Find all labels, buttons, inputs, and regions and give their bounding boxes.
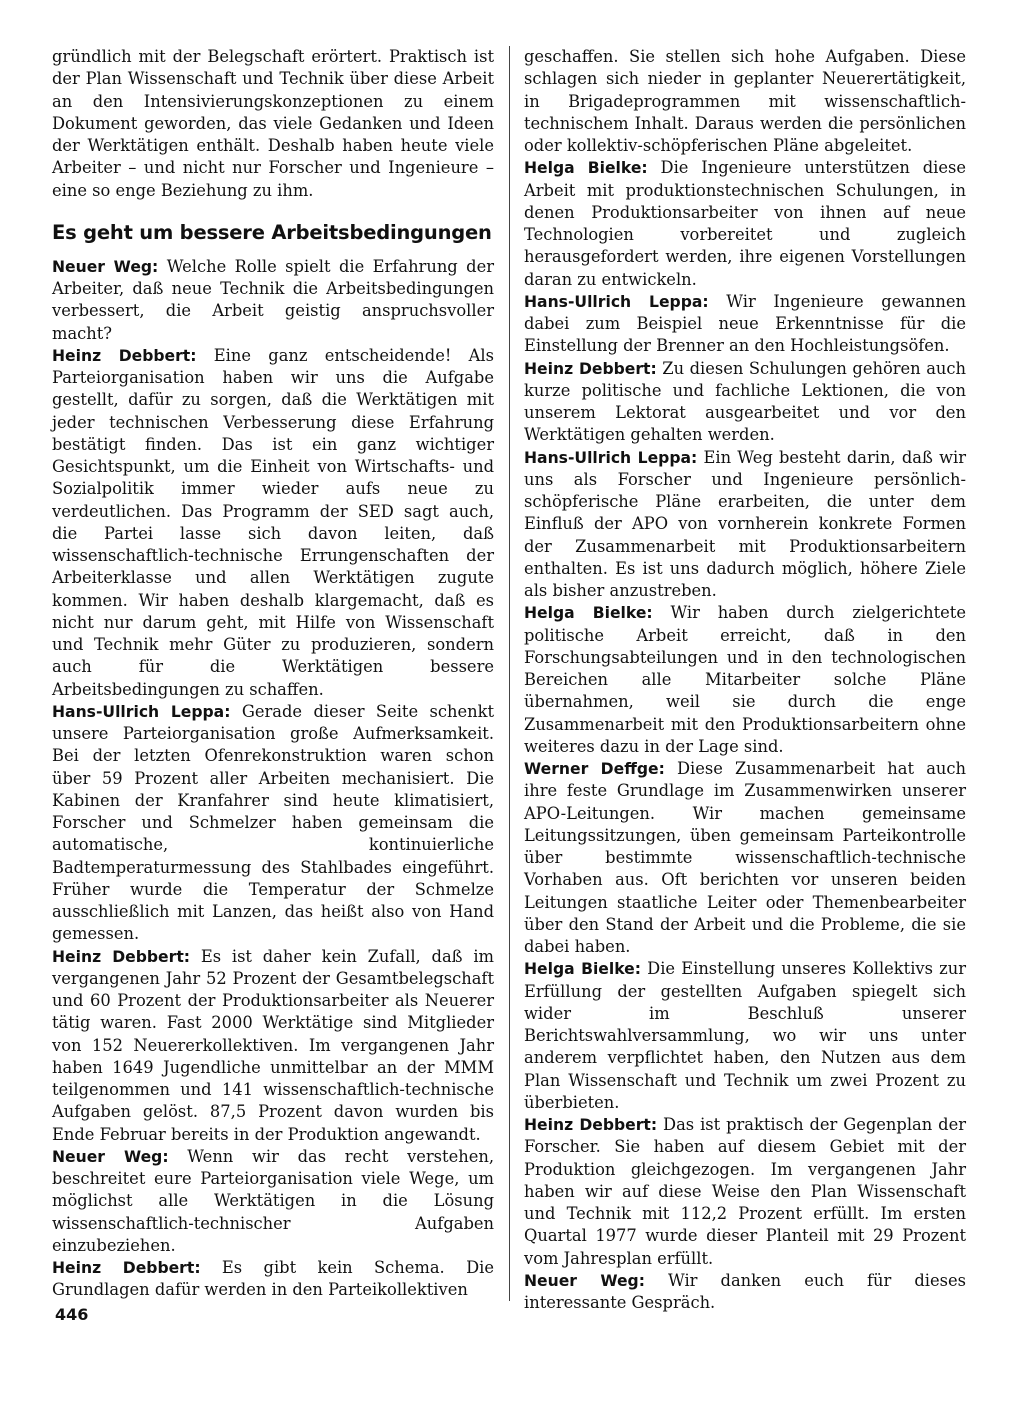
speaker-name: Neuer Weg: xyxy=(524,1271,645,1290)
paragraph xyxy=(524,958,966,1114)
paragraph xyxy=(52,1146,494,1257)
speaker-name: Helga Bielke: xyxy=(524,604,653,623)
paragraph xyxy=(52,946,494,1146)
paragraph xyxy=(524,1270,966,1315)
section-heading: Es geht um bessere Arbeitsbedingungen xyxy=(52,220,492,244)
paragraph xyxy=(524,758,966,958)
speaker-name: Heinz Debbert: xyxy=(52,947,191,966)
speaker-name: Heinz Debbert: xyxy=(52,1259,201,1277)
paragraph-text: Es gibt kein Schema. Die Grundlagen dafür werden in den Parteikollektiven xyxy=(52,1258,494,1300)
paragraph-text: Zu diesen Schulungen gehören auch kurze politische und fachliche Lektionen, die von unserem Lektorat ausgearbeitet und vor den Werktätigen gehalten werden. xyxy=(524,358,966,445)
paragraph-text: Ein Weg besteht darin, daß wir uns als Forscher und Ingenieure persönlich-schöpferische Pläne erarbeiten, die unter dem Einfluß der APO von vornherein konkrete Formen der Zusammenarbeit mit Produktionsarbeitern enthalten. Es ist uns dadurch möglich, höhere Ziele als bisher anzustreben. xyxy=(524,447,967,600)
paragraph-text: geschaffen. Sie stellen sich hohe Aufgaben. Diese schlagen sich nieder in geplanter Neuerertätigkeit, in Brigadeprogrammen mit wissenschaftlich-technischem Inhalt. Daraus werden die persönlichen oder kollektiv-schöpferischen Pläne abgeleitet. xyxy=(524,47,966,155)
speaker-name: Hans-Ullrich Leppa: xyxy=(524,448,698,467)
speaker-name: Neuer Weg: xyxy=(52,1147,169,1166)
speaker-name: Helga Bielke: xyxy=(524,159,648,178)
page-number: 446 xyxy=(55,1305,89,1324)
paragraph xyxy=(52,1257,494,1302)
column-divider xyxy=(509,46,510,1301)
paragraph xyxy=(524,1114,966,1270)
paragraph xyxy=(524,157,966,291)
paragraph xyxy=(524,291,966,358)
speaker-name: Heinz Debbert: xyxy=(524,359,657,378)
paragraph xyxy=(52,256,494,345)
paragraph-text: Wir danken euch für dieses interessante Gespräch. xyxy=(524,1270,966,1312)
paragraph-text: Wir haben durch zielgerichtete politische Arbeit erreicht, daß in den Forschungsabteilungen und in den technologischen Bereichen alle Mitarbeiter solche Pläne übernahmen, weil sie durch die enge Zusammenarbeit mit den Produktionsarbeitern ohne weiteres dazu in der Lage sind. xyxy=(524,603,966,756)
paragraph xyxy=(52,345,494,701)
paragraph-text: Die Einstellung unseres Kollektivs zur Erfüllung der gestellten Aufgaben spiegelt sich wider im Beschluß unserer Berichtswahlversammlung, wo wir uns unter anderem verpflichtet haben, den Nutzen aus dem Plan Wissenschaft und Technik um zwei Prozent zu überbieten. xyxy=(524,959,966,1112)
speaker-name: Hans-Ullrich Leppa: xyxy=(524,292,709,311)
paragraph-text: Welche Rolle spielt die Erfahrung der Arbeiter, daß neue Technik die Arbeitsbedingungen verbessert, die Arbeit geistig anspruchsvoller macht? xyxy=(52,256,494,343)
paragraph xyxy=(52,46,494,202)
paragraph-text: Es ist daher kein Zufall, daß im vergangenen Jahr 52 Prozent der Gesamtbelegschaft und 60 Prozent der Produktionsarbeiter als Neuerer tätig waren. Fast 2000 Werktätige sind Mitglieder von 152 Neuererkollektiven. Im vergangenen Jahr haben 1649 Jugendliche unmittelbar an der MMM teilgenommen und 141 wissenschaftlich-technische Aufgaben gelöst. 87,5 Prozent davon wurden bis Ende Februar bereits in der Produktion angewandt. xyxy=(52,946,494,1144)
paragraph xyxy=(524,447,966,603)
right-column xyxy=(524,46,966,1314)
paragraph xyxy=(524,602,966,758)
speaker-name: Helga Bielke: xyxy=(524,960,641,979)
paragraph-text: Das ist praktisch der Gegenplan der Forscher. Sie haben auf diesem Gebiet mit der Produktion gleichgezogen. Im vergangenen Jahr haben wir auf diese Weise den Plan Wissenschaft und Technik mit 112,2 Prozent erfüllt. Im ersten Quartal 1977 wurde dieser Planteil mit 29 Prozent vom Jahresplan erfüllt. xyxy=(524,1115,966,1268)
left-column xyxy=(52,46,494,1302)
speaker-name: Hans-Ullrich Leppa: xyxy=(52,702,231,721)
speaker-name: Heinz Debbert: xyxy=(52,346,197,365)
speaker-name: Neuer Weg: xyxy=(52,257,159,276)
speaker-name: Heinz Debbert: xyxy=(524,1116,658,1134)
paragraph-text: Wir Ingenieure gewannen dabei zum Beispiel neue Erkenntnisse für die Einstellung der Brenner an den Hochleistungsöfen. xyxy=(524,291,966,356)
paragraph xyxy=(524,46,966,157)
paragraph xyxy=(524,358,966,447)
speaker-name: Werner Deffge: xyxy=(524,760,665,778)
paragraph-text: Gerade dieser Seite schenkt unsere Parteiorganisation große Aufmerksamkeit. Bei der letzten Ofenrekonstruktion waren schon über 59 Prozent aller Arbeiten mechanisiert. Die Kabinen der Kranfahrer sind heute klimatisiert, Forscher und Schmelzer haben gemeinsam die automatische, kontinuierliche Badtemperaturmessung des Stahlbades eingeführt. Früher wurde die Temperatur der Schmelze ausschließlich mit Lanzen, das heißt also von Hand gemessen. xyxy=(52,701,494,944)
paragraph xyxy=(52,701,494,946)
paragraph-text: Diese Zusammenarbeit hat auch ihre feste Grundlage im Zusammenwirken unserer APO-Leitungen. Wir machen gemeinsame Leitungssitzungen, üben gemeinsam Parteikontrolle über bestimmte wissenschaftlich-technische Vorhaben aus. Oft berichten vor unseren beiden Leitungen staatliche Leiter oder Themenbearbeiter über den Stand der Arbeit und die Probleme, die sie dabei haben. xyxy=(524,759,966,956)
paragraph-text: Eine ganz entscheidende! Als Parteiorganisation haben wir uns die Aufgabe gestellt, dafür zu sorgen, daß die Werktätigen mit jeder technischen Verbesserung diese Erfahrung bestätigt finden. Das ist ein ganz wichtiger Gesichtspunkt, um die Einheit von Wirtschafts- und Sozialpolitik immer wieder aufs neue zu verdeutlichen. Das Programm der SED sagt auch, die Partei lasse sich davon leiten, daß wissenschaftlich-technische Errungenschaften der Arbeiterklasse und allen Werktätigen zugute kommen. Wir haben deshalb klargemacht, daß es nicht nur darum geht, mit Hilfe von Wissenschaft und Technik mehr Güter zu produzieren, sondern auch für die Werktätigen bessere Arbeitsbedingungen zu schaffen. xyxy=(52,345,494,699)
paragraph-text: gründlich mit der Belegschaft erörtert. Praktisch ist der Plan Wissenschaft und Technik über diese Arbeit an den Intensivierungskonzeptionen zu einem Dokument geworden, das viele Gedanken und Ideen der Werktätigen enthält. Deshalb haben heute viele Arbeiter – und nicht nur Forscher und Ingenieure – eine so enge Beziehung zu ihm. xyxy=(52,47,494,200)
paragraph-text: Die Ingenieure unterstützen diese Arbeit mit produktionstechnischen Schulungen, in denen Produktionsarbeiter von ihnen auf neue Technologien vorbereitet und zugleich herausgefordert werden, ihre eigenen Vorstellungen daran zu entwickeln. xyxy=(524,158,966,289)
paragraph-text: Wenn wir das recht verstehen, beschreitet eure Parteiorganisation viele Wege, um möglichst alle Werktätigen in die Lösung wissenschaftlich-technischer Aufgaben einzubeziehen. xyxy=(52,1146,494,1255)
